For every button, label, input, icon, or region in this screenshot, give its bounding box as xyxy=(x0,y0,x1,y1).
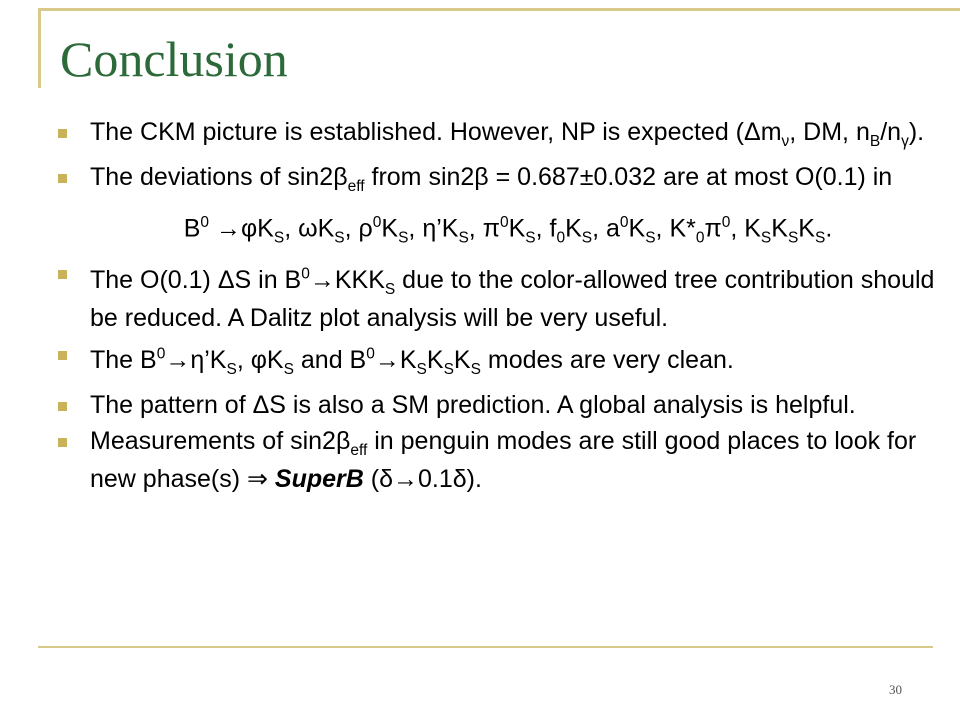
bullet-text: The deviations of $\sin 2\beta_{eff}$ from sin2β = 0.687±0.032 are at most O(0.1) in xyxy=(90,163,893,195)
bullet-superb xyxy=(58,427,938,494)
footer-divider xyxy=(38,646,933,648)
bullet-text: The O(0.1) ΔS in $B^0\to KKK_S$ due to the color-allowed tree contribution should be reduced. A Dalitz plot analysis will be very useful. xyxy=(90,265,935,332)
frame-left-border xyxy=(38,8,41,88)
bullet-pattern xyxy=(58,391,938,420)
frame-top-border xyxy=(38,8,960,11)
superb-label: SuperB xyxy=(274,464,364,493)
bullet-dalitz xyxy=(58,259,938,332)
bullet-marker xyxy=(58,351,67,360)
bullet-text: The $B^0\to\eta’K_S$, $\varphi K_S$ and $B^0\to K_SK_SK_S$ modes are very clean. xyxy=(90,345,734,378)
bullet-ckm xyxy=(58,118,938,156)
bullet-clean-modes xyxy=(58,340,938,384)
bullet-marker xyxy=(58,174,67,183)
bullet-text: The pattern of ΔS is also a SM prediction. A global analysis is helpful. xyxy=(90,390,856,419)
bullet-marker xyxy=(58,270,67,279)
bullet-text: The CKM picture is established. However, NP is expected ($\Delta m_\nu$, DM, $n_B/n_\gamma$). xyxy=(90,118,925,150)
slide-title: Conclusion xyxy=(60,31,288,87)
bullet-deviations xyxy=(58,163,938,201)
bullet-marker xyxy=(58,438,67,447)
bullet-marker xyxy=(58,129,67,138)
slide-body xyxy=(58,118,938,501)
decay-modes-line: $B^0 \to\varphi K_S$, $\omega K_S$, $\rho^0K_S$, $\eta’K_S$, $\pi^0K_S$, $f_0K_S$, $a^0K_S$, $K*_0\pi^0$, $K_SK_SK_S$. xyxy=(183,214,833,247)
page-number: 30 xyxy=(889,682,902,697)
bullet-text: Measurements of $\sin 2\beta_{eff}$ in penguin modes are still good places to look for new phase(s) ⇒ SuperB (δ→0.1δ). xyxy=(90,426,917,493)
bullet-marker xyxy=(58,402,67,411)
